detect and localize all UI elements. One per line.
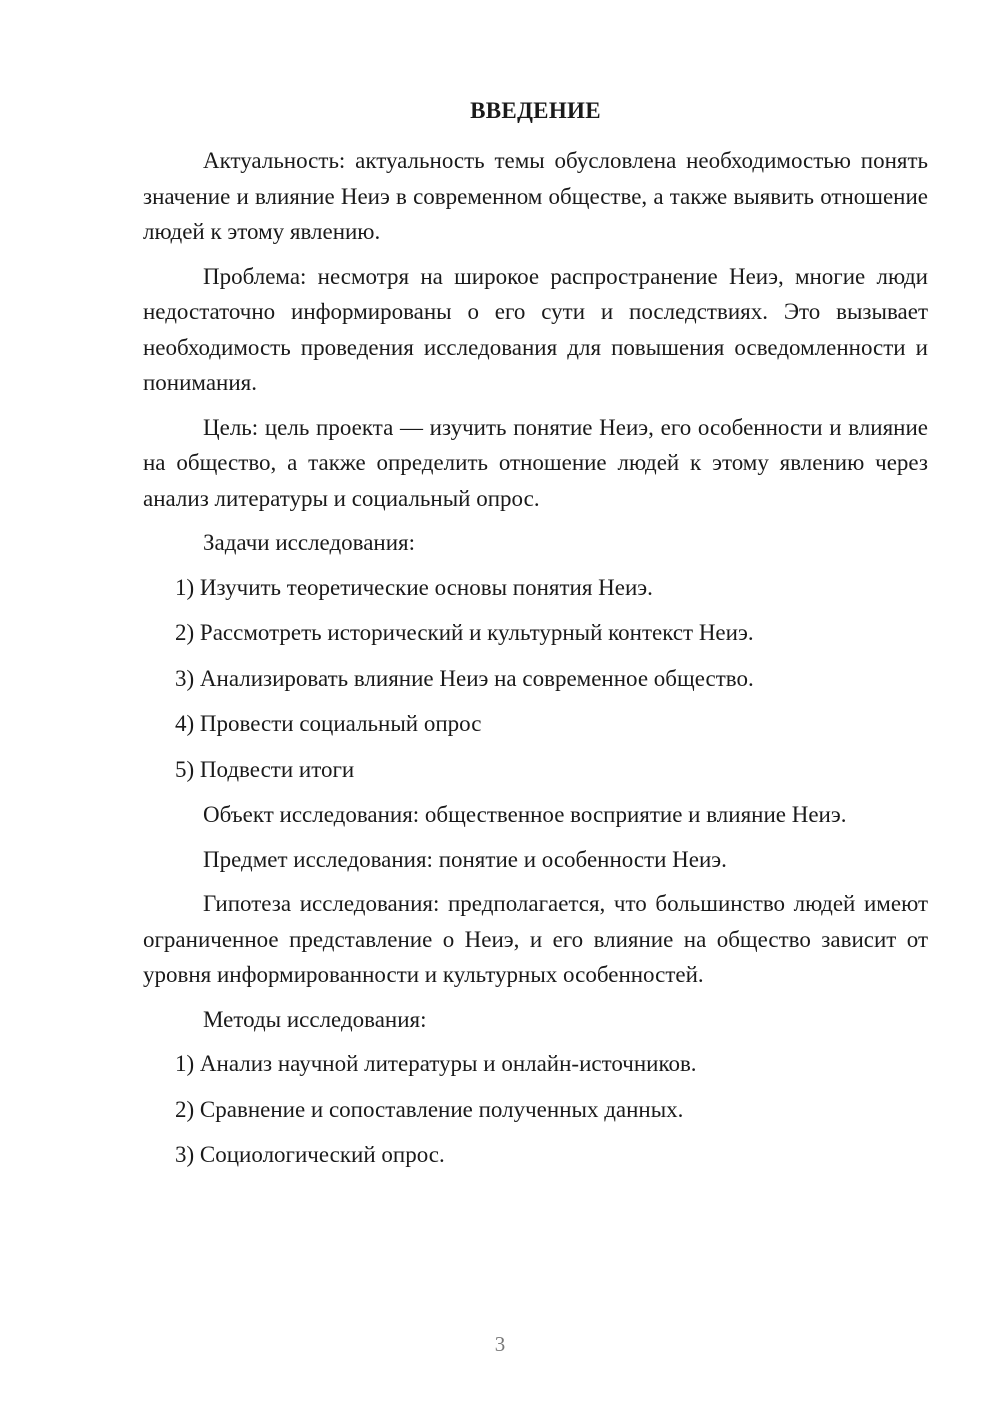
tasks-label: Задачи исследования: [203, 530, 416, 555]
list-item: 3) Анализировать влияние Неиэ на современное общество. [175, 665, 754, 691]
subject-paragraph: Предмет исследования: понятие и особенности Неиэ. [203, 846, 727, 872]
list-item: 3) Социологический опрос. [175, 1142, 445, 1167]
list-item: 1) Изучить теоретические основы понятия Неиэ. [175, 574, 653, 600]
list-item: 2) Рассмотреть исторический и культурный контекст Неиэ. [175, 620, 754, 645]
methods-list [143, 1046, 928, 1173]
methods-label: Методы исследования: [203, 1006, 427, 1032]
goal-paragraph: Цель: цель проекта — изучить понятие Неиэ, его особенности и влияние на общество, а также определить отношение людей к этому явлению через анализ литературы и социальный опрос. [143, 414, 928, 511]
section-title: ВВЕДЕНИЕ [470, 98, 601, 123]
object-paragraph: Объект исследования: общественное восприятие и влияние Неиэ. [203, 802, 847, 827]
list-item: 5) Подвести итоги [175, 756, 355, 782]
problem-paragraph: Проблема: несмотря на широкое распространение Неиэ, многие люди недостаточно информированы о его сути и последствиях. Это вызывает необходимость проведения исследования для повышения осведомленности и понимания. [143, 263, 928, 395]
relevance-paragraph: Актуальность: актуальность темы обусловлена необходимостью понять значение и влияние Неиэ в современном обществе, а также выявить отношение людей к этому явлению. [143, 148, 928, 244]
hypothesis-paragraph: Гипотеза исследования: предполагается, что большинство людей имеют ограниченное представление о Неиэ, и его влияние на общество зависит от уровня информированности и культурных особенностей. [143, 891, 928, 987]
list-item: 1) Анализ научной литературы и онлайн-источников. [175, 1051, 697, 1076]
list-item: 4) Провести социальный опрос [175, 711, 482, 736]
list-item: 2) Сравнение и сопоставление полученных данных. [175, 1096, 684, 1122]
tasks-list [143, 570, 928, 788]
page-content [143, 96, 928, 1183]
page-number: 3 [494, 1332, 506, 1356]
